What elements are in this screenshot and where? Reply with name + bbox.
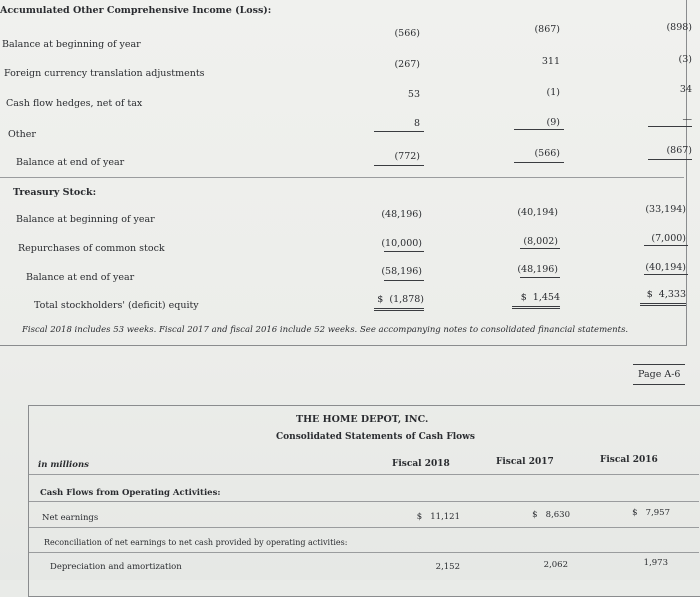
page-rule-bottom bbox=[633, 384, 685, 385]
value-fy2016: (3) bbox=[678, 54, 692, 65]
row-label: Cash flow hedges, net of tax bbox=[6, 98, 143, 109]
total-value: (1,878) bbox=[389, 294, 424, 305]
value-fy2016: (40,194) bbox=[645, 262, 686, 273]
footnote: Fiscal 2018 includes 53 weeks. Fiscal 2017 and fiscal 2016 include 52 weeks. See accompanying notes to consolidated financial statements. bbox=[22, 325, 629, 335]
row-label: Balance at beginning of year bbox=[2, 39, 141, 50]
double-rule bbox=[512, 306, 560, 309]
subtotal-rule bbox=[514, 129, 564, 130]
value: 7,957 bbox=[645, 508, 670, 518]
value-fy2017: (8,002) bbox=[523, 236, 558, 247]
dollar-sign: $ bbox=[532, 510, 538, 520]
value-fy2016: (7,000) bbox=[651, 233, 686, 244]
units-label: in millions bbox=[38, 460, 89, 470]
column-header-fy2017: Fiscal 2017 bbox=[496, 457, 554, 467]
section-heading: Cash Flows from Operating Activities: bbox=[40, 488, 221, 498]
row-label: Depreciation and amortization bbox=[50, 562, 182, 572]
row-label: Foreign currency translation adjustments bbox=[4, 68, 205, 79]
double-rule bbox=[374, 308, 424, 311]
value-fy2018: 53 bbox=[407, 89, 420, 100]
value-fy2016: (867) bbox=[666, 145, 692, 156]
row-label: Other bbox=[8, 129, 36, 140]
subtotal-rule bbox=[384, 280, 424, 281]
dollar-sign: $ bbox=[416, 512, 423, 522]
total-rule bbox=[648, 159, 692, 160]
value-fy2018: (772) bbox=[394, 151, 420, 162]
total-rule bbox=[514, 162, 564, 163]
net-earnings-fy2018 bbox=[404, 511, 460, 523]
total-fy2018 bbox=[362, 294, 424, 306]
header-divider bbox=[29, 474, 699, 475]
total-rule bbox=[374, 165, 424, 166]
total-value: 1,454 bbox=[532, 292, 560, 303]
row-label: Balance at end of year bbox=[16, 157, 125, 168]
value-fy2018: (10,000) bbox=[381, 238, 422, 249]
double-rule bbox=[640, 303, 686, 306]
value-fy2017: (566) bbox=[534, 148, 560, 159]
page-rule-top bbox=[633, 364, 685, 365]
page-number: Page A-6 bbox=[638, 369, 681, 380]
value-fy2018: 8 bbox=[413, 118, 420, 129]
value-fy2018: (566) bbox=[394, 28, 420, 39]
total-fy2016 bbox=[626, 289, 686, 301]
dollar-sign: $ bbox=[646, 289, 653, 300]
value-fy2018: (58,196) bbox=[381, 266, 422, 277]
value-fy2018: 2,152 bbox=[435, 562, 460, 572]
value-fy2016: — bbox=[682, 114, 692, 125]
row-label: Balance at beginning of year bbox=[16, 214, 155, 225]
value-fy2018: (267) bbox=[394, 59, 420, 70]
total-fy2017 bbox=[498, 292, 560, 304]
row-label: Repurchases of common stock bbox=[18, 243, 165, 254]
column-header-fy2018: Fiscal 2018 bbox=[392, 459, 450, 469]
value-fy2017: (1) bbox=[546, 87, 560, 98]
dollar-sign: $ bbox=[632, 508, 638, 518]
statement-title: Consolidated Statements of Cash Flows bbox=[276, 432, 475, 442]
value-fy2016: 1,973 bbox=[643, 558, 668, 568]
subtotal-rule bbox=[520, 277, 560, 278]
company-name: THE HOME DEPOT, INC. bbox=[296, 414, 429, 425]
subtotal-rule bbox=[644, 245, 688, 246]
value-fy2018: (48,196) bbox=[381, 209, 422, 220]
value-fy2017: (867) bbox=[534, 24, 560, 35]
value: 8,630 bbox=[545, 510, 570, 520]
subtotal-rule bbox=[644, 274, 688, 275]
value-fy2017: (40,194) bbox=[517, 207, 558, 218]
total-value: 4,333 bbox=[658, 289, 686, 300]
subtotal-rule bbox=[520, 248, 560, 249]
value-fy2017: (48,196) bbox=[517, 264, 558, 275]
value-fy2016: 34 bbox=[679, 84, 692, 95]
row-label: Reconciliation of net earnings to net cash provided by operating activities: bbox=[44, 538, 348, 547]
column-header-fy2016: Fiscal 2016 bbox=[600, 455, 658, 465]
aoci-heading: Accumulated Other Comprehensive Income (Loss): bbox=[0, 5, 272, 16]
subtotal-rule bbox=[374, 131, 424, 132]
row-divider bbox=[29, 527, 699, 528]
value-fy2016: (898) bbox=[666, 22, 692, 33]
subtotal-rule bbox=[384, 251, 424, 252]
net-earnings-fy2017 bbox=[510, 509, 570, 521]
dollar-sign: $ bbox=[520, 292, 527, 303]
value-fy2017: 311 bbox=[541, 56, 560, 67]
section-divider bbox=[0, 177, 684, 178]
value: 11,121 bbox=[430, 512, 460, 522]
dollar-sign: $ bbox=[377, 294, 384, 305]
row-label: Total stockholders' (deficit) equity bbox=[34, 300, 199, 311]
row-divider bbox=[29, 501, 699, 502]
row-label: Net earnings bbox=[42, 513, 99, 523]
value-fy2016: (33,194) bbox=[645, 204, 686, 215]
value-fy2017: (9) bbox=[546, 117, 560, 128]
treasury-heading: Treasury Stock: bbox=[13, 187, 97, 198]
subtotal-rule bbox=[648, 126, 692, 127]
row-label: Balance at end of year bbox=[26, 272, 135, 283]
row-divider bbox=[29, 552, 699, 553]
value-fy2017: 2,062 bbox=[543, 560, 568, 570]
net-earnings-fy2016 bbox=[612, 507, 670, 519]
